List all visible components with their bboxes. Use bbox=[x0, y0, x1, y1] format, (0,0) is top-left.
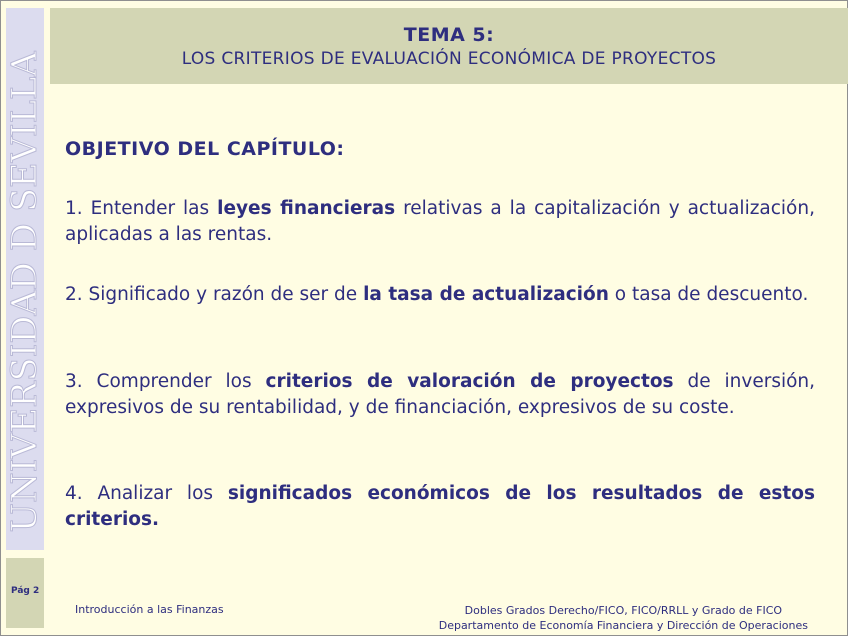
slide-title: TEMA 5: bbox=[403, 24, 495, 46]
page-number: Pág 2 bbox=[11, 586, 40, 596]
item-bold-text: la tasa de actualización bbox=[363, 284, 609, 305]
slide-content bbox=[65, 132, 816, 530]
footer-department-name: Departamento de Economía Financiera y Dirección de Operaciones bbox=[438, 619, 808, 632]
item-text: 1. Entender las bbox=[65, 198, 218, 219]
objective-item-3 bbox=[65, 369, 815, 421]
item-text: relativas a la capitalización y actualización, aplicadas a las rentas. bbox=[65, 198, 815, 245]
objective-heading: OBJETIVO DEL CAPÍTULO: bbox=[65, 138, 345, 160]
item-bold-text: leyes financieras bbox=[217, 198, 396, 219]
objective-item-1 bbox=[65, 196, 815, 248]
footer-department bbox=[439, 603, 808, 633]
item-text: de inversión, expresivos de su rentabilidad, y de financiación, expresivos de su coste. bbox=[65, 371, 816, 418]
item-text: 3. Comprender los bbox=[65, 371, 266, 392]
item-text: 2. Significado y razón de ser de bbox=[65, 284, 364, 305]
item-text: o tasa de descuento. bbox=[608, 284, 809, 305]
header-banner bbox=[50, 8, 848, 84]
slide-subtitle: LOS CRITERIOS DE EVALUACIÓN ECONÓMICA DE PROYECTOS bbox=[181, 49, 717, 69]
footer-degrees: Dobles Grados Derecho/FICO, FICO/RRLL y Grado de FICO bbox=[464, 604, 783, 617]
item-text: 4. Analizar los bbox=[65, 483, 228, 504]
footer-course: Introducción a las Finanzas bbox=[75, 603, 224, 616]
university-logo-text: UNIVERSIDAD D SEVILLA bbox=[5, 51, 45, 533]
item-bold-text: criterios de valoración de proyectos bbox=[265, 371, 674, 392]
item-bold-text: significados económicos de los resultados de estos criterios. bbox=[65, 483, 815, 530]
objective-item-4 bbox=[65, 481, 815, 533]
objective-item-2 bbox=[65, 282, 815, 308]
